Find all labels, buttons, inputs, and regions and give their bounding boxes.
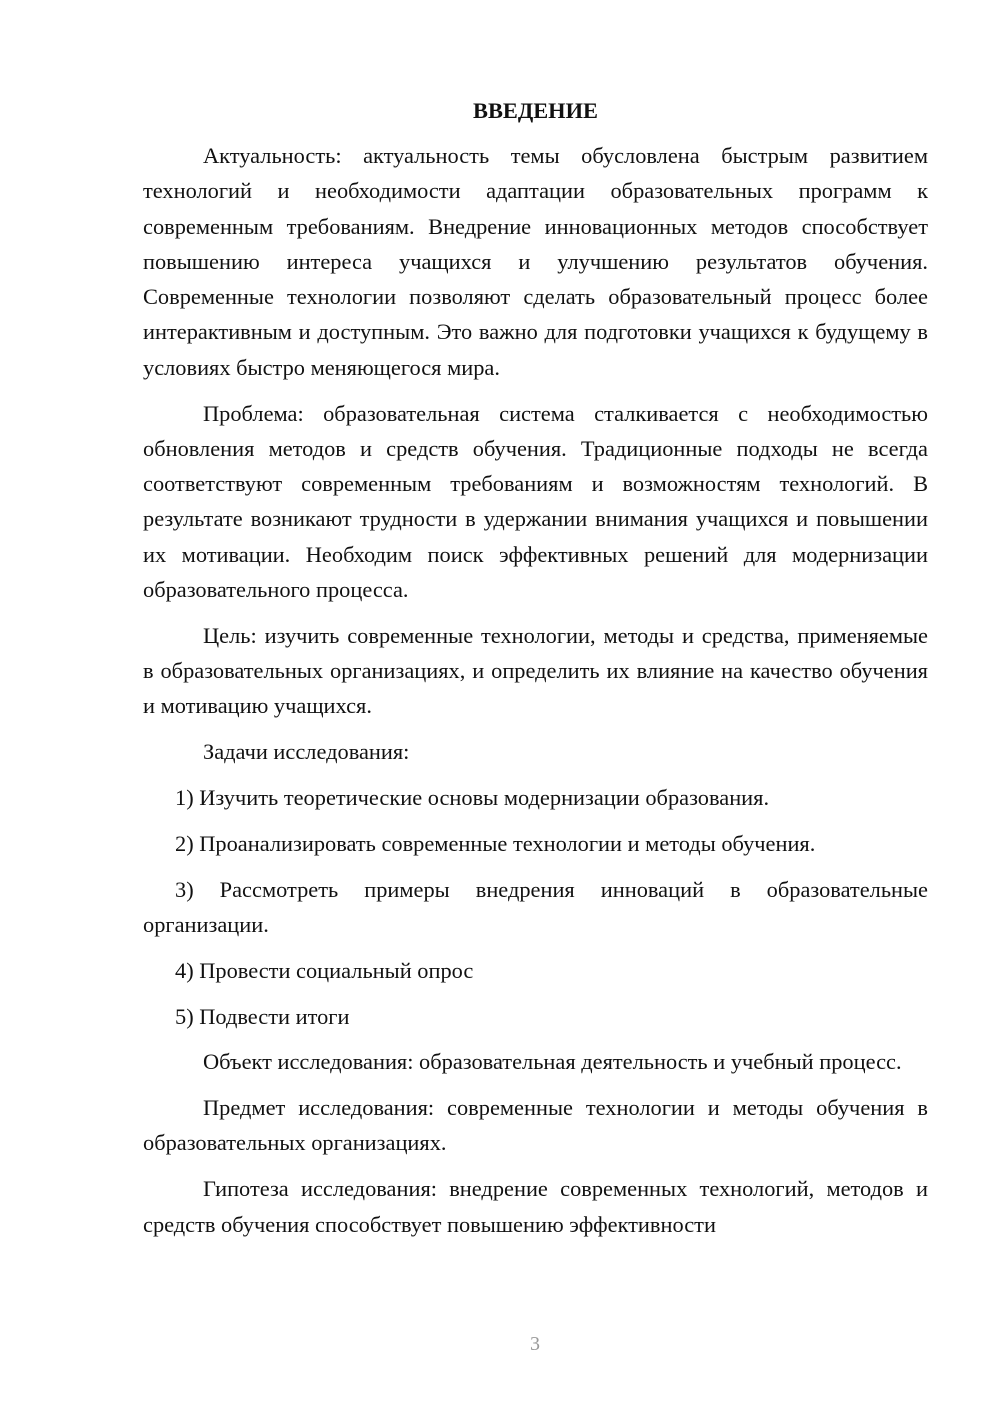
task-item: 5) Подвести итоги (175, 1003, 350, 1029)
task-item: 4) Провести социальный опрос (175, 957, 474, 983)
object-paragraph: Объект исследования: образовательная деятельность и учебный процесс. (203, 1049, 902, 1075)
section-title: ВВЕДЕНИЕ (473, 98, 598, 123)
tasks-heading: Задачи исследования: (203, 739, 410, 765)
goal-paragraph: Цель: изучить современные технологии, методы и средства, применяемые в образовательных организациях, и определить их влияние на качество обучения и мотивацию учащихся. (143, 622, 928, 719)
task-item: 1) Изучить теоретические основы модернизации образования. (175, 785, 770, 811)
relevance-paragraph: Актуальность: актуальность темы обусловлена быстрым развитием технологий и необходимости адаптации образовательных программ к современным требованиям. Внедрение инновационных методов способствует повышению интереса учащихся и улучшению результатов обучения. Современные технологии позволяют сделать образовательный процесс более интерактивным и доступным. Это важно для подготовки учащихся к будущему в условиях быстро меняющегося мира. (143, 143, 928, 380)
document-body (143, 96, 928, 1252)
task-item: 2) Проанализировать современные технологии и методы обучения. (175, 830, 816, 856)
task-item: 3) Рассмотреть примеры внедрения инноваций в образовательные организации. (143, 876, 928, 937)
page-number: 3 (530, 1333, 540, 1355)
subject-paragraph: Предмет исследования: современные технологии и методы обучения в образовательных организациях. (143, 1095, 928, 1156)
hypothesis-paragraph: Гипотеза исследования: внедрение современных технологий, методов и средств обучения способствует повышению эффективности (143, 1176, 928, 1237)
problem-paragraph: Проблема: образовательная система сталкивается с необходимостью обновления методов и средств обучения. Традиционные подходы не всегда соответствуют современным требованиям и возможностям технологий. В результате возникают трудности в удержании внимания учащихся и повышении их мотивации. Необходим поиск эффективных решений для модернизации образовательного процесса. (143, 400, 928, 603)
